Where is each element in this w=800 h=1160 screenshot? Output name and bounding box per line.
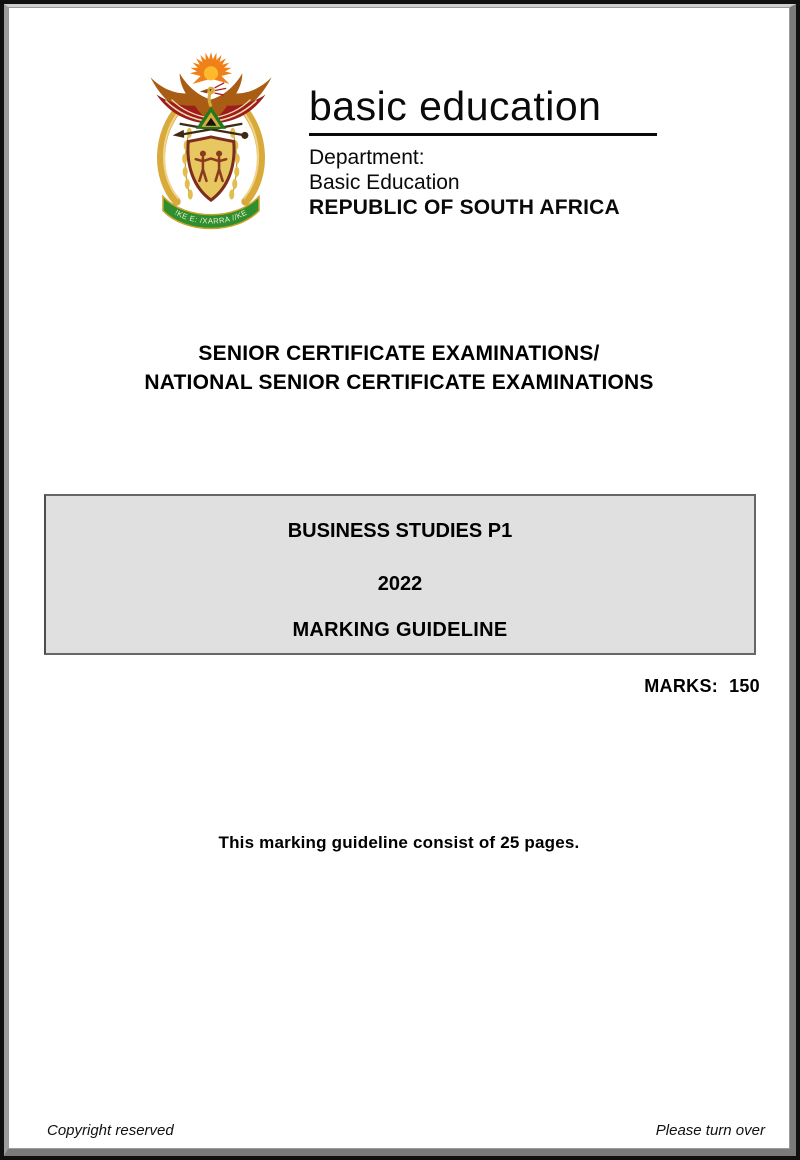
- exam-year: 2022: [377, 573, 423, 595]
- exam-title-line2: NATIONAL SENIOR CERTIFICATE EXAMINATIONS: [144, 371, 654, 394]
- shield: [188, 137, 234, 200]
- masthead-text: [309, 84, 729, 220]
- republic-label: REPUBLIC OF SOUTH AFRICA: [309, 196, 620, 219]
- copyright-note: Copyright reserved: [47, 1122, 174, 1139]
- subject-box: [44, 494, 756, 655]
- exam-title: [9, 339, 789, 397]
- department-name: Basic Education: [309, 171, 460, 194]
- page-footer: [47, 1122, 765, 1139]
- brand-underline: [309, 133, 657, 136]
- marks-line: [644, 676, 760, 697]
- turn-over-note: Please turn over: [655, 1122, 765, 1139]
- department-label: Department:: [309, 146, 425, 169]
- page-count-note: This marking guideline consist of 25 pages.: [218, 833, 580, 852]
- document-page: [8, 7, 790, 1149]
- sun-icon: [189, 52, 232, 88]
- marks-value: 150: [729, 676, 760, 696]
- exam-title-line1: SENIOR CERTIFICATE EXAMINATIONS/: [198, 342, 600, 365]
- motto-text: !KE E: /XARRA //KE: [173, 207, 249, 226]
- scan-inner-frame: [4, 4, 796, 1156]
- brand-wordmark: basic education: [309, 83, 602, 129]
- document-type: MARKING GUIDELINE: [292, 619, 508, 641]
- subject-name: BUSINESS STUDIES P1: [287, 520, 513, 542]
- south-africa-coat-of-arms-logo: [135, 48, 287, 240]
- marks-label: MARKS:: [644, 676, 719, 696]
